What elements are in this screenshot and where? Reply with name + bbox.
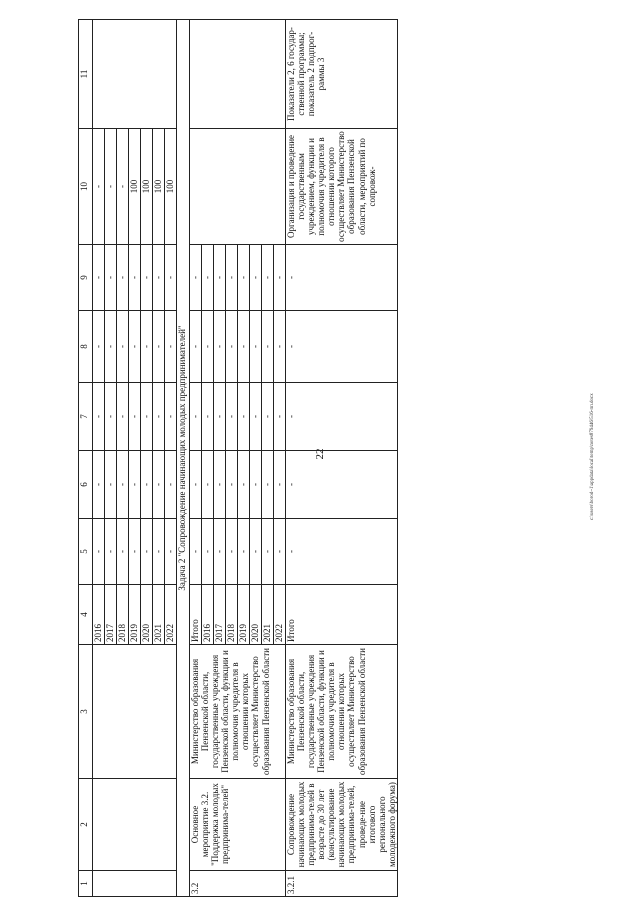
year-cell: 2019 [129, 585, 141, 645]
value-cell: - [105, 129, 117, 245]
value-cell: - [105, 519, 117, 585]
measure-executor: Министерство образования Пензенской области, государственные учреждения Пензенской области, функции и полномочия учредителя в отношении которых осуществляет Министерство образования Пензенской области [286, 645, 398, 779]
value-cell: - [117, 245, 129, 311]
value-cell: - [274, 451, 286, 519]
value-cell: - [250, 519, 262, 585]
value-cell: - [202, 519, 214, 585]
header-cell: 10 [79, 129, 93, 245]
header-row [79, 20, 93, 897]
value-cell: - [262, 311, 274, 383]
value-cell: - [105, 311, 117, 383]
value-cell: - [190, 245, 202, 311]
table-row [190, 20, 202, 897]
value-cell: - [93, 383, 105, 451]
value-cell: - [214, 245, 226, 311]
value-cell: - [238, 245, 250, 311]
value-cell: - [250, 311, 262, 383]
task-title: Задача 2 "Сопровождение начинающих молодых предпринимателей" [177, 20, 190, 897]
value-cell: - [262, 245, 274, 311]
value-cell: - [141, 245, 153, 311]
value-cell: - [93, 129, 105, 245]
blank-cell [93, 20, 177, 129]
value-cell: - [129, 311, 141, 383]
value-cell: - [165, 519, 177, 585]
value-cell: - [226, 311, 238, 383]
value-cell: - [190, 383, 202, 451]
year-cell: 2017 [214, 585, 226, 645]
page-number: 22 [314, 448, 326, 460]
value-cell: - [202, 451, 214, 519]
table-row [93, 20, 105, 897]
value-cell: - [250, 245, 262, 311]
header-cell: 4 [79, 585, 93, 645]
value-cell: - [286, 245, 398, 311]
value-cell: - [262, 519, 274, 585]
value-cell: - [129, 519, 141, 585]
value-cell: - [129, 245, 141, 311]
value-cell: - [93, 245, 105, 311]
header-cell: 7 [79, 383, 93, 451]
value-cell: - [238, 451, 250, 519]
value-cell: 100 [141, 129, 153, 245]
value-cell: - [153, 311, 165, 383]
header-cell: 9 [79, 245, 93, 311]
value-cell: - [262, 451, 274, 519]
measure-executor: Министерство образования Пензенской области, государственные учреждения Пензенской области, функции и полномочия учредителя в отношении которых осуществляет Министерство образования Пензенской области [190, 645, 286, 779]
measure-number: 3.2.1 [286, 871, 398, 897]
value-cell: - [190, 311, 202, 383]
program-table-sheet [78, 20, 585, 897]
value-cell: - [141, 519, 153, 585]
value-cell: - [141, 451, 153, 519]
measure-name: Сопровождение начинающих молодых предпринима-телей в возрасте до 30 лет (консультирование начинающих молодых предпринима-телей, проведе-ние итогового регионального молодежного форума) [286, 779, 398, 871]
value-cell: - [165, 451, 177, 519]
measure-number: 3.2 [190, 871, 286, 897]
value-cell: - [286, 451, 398, 519]
year-cell: 2017 [105, 585, 117, 645]
value-cell: - [93, 519, 105, 585]
value-cell: - [214, 519, 226, 585]
value-cell: - [117, 383, 129, 451]
value-cell: - [105, 383, 117, 451]
value-cell: - [274, 519, 286, 585]
value-cell: - [190, 519, 202, 585]
header-cell: 1 [79, 871, 93, 897]
blank-cell [93, 779, 177, 871]
value-cell: - [226, 245, 238, 311]
value-cell: - [226, 451, 238, 519]
value-cell: - [165, 245, 177, 311]
indicator-link: Показатели 2, 6 государ-ственной программы; показатель 2 подпрог-раммы 3 [286, 20, 398, 129]
measure-name: Основное мероприятие 3.2. "Поддержка молодых предпринима-телей" [190, 779, 286, 871]
header-cell: 5 [79, 519, 93, 585]
year-cell: 2019 [238, 585, 250, 645]
value-cell: 100 [153, 129, 165, 245]
value-cell: 100 [129, 129, 141, 245]
value-cell: - [202, 383, 214, 451]
value-cell: - [202, 245, 214, 311]
header-cell: 8 [79, 311, 93, 383]
value-cell: - [214, 451, 226, 519]
value-cell: - [286, 311, 398, 383]
year-cell: 2018 [117, 585, 129, 645]
value-cell: - [214, 383, 226, 451]
year-cell: 2020 [141, 585, 153, 645]
value-cell: - [153, 519, 165, 585]
value-cell: - [117, 129, 129, 245]
header-cell: 2 [79, 779, 93, 871]
header-cell: 3 [79, 645, 93, 779]
value-cell: 100 [165, 129, 177, 245]
footer-file-path: c:\users\borod~1\appdata\local\temp\notes879446\516-пп.docx [590, 393, 595, 520]
value-cell: - [214, 311, 226, 383]
year-cell: 2021 [262, 585, 274, 645]
value-cell: - [141, 383, 153, 451]
value-cell: - [105, 451, 117, 519]
value-cell: - [238, 383, 250, 451]
value-cell: - [153, 383, 165, 451]
task-row [177, 20, 190, 897]
blank-cell [190, 20, 286, 129]
value-cell: - [274, 383, 286, 451]
value-cell: - [129, 451, 141, 519]
value-cell: - [274, 311, 286, 383]
value-cell: - [165, 383, 177, 451]
header-cell: 11 [79, 20, 93, 129]
value-cell: - [165, 311, 177, 383]
value-cell: - [274, 245, 286, 311]
year-cell: 2021 [153, 585, 165, 645]
blank-cell [93, 871, 177, 897]
value-cell: - [238, 311, 250, 383]
value-cell: - [202, 311, 214, 383]
value-cell: - [141, 311, 153, 383]
year-cell: Итого [286, 585, 398, 645]
value-cell: - [129, 383, 141, 451]
value-cell: - [153, 451, 165, 519]
value-cell: - [117, 519, 129, 585]
year-cell: 2016 [93, 585, 105, 645]
expected-result: Организация и проведение государственным учреждением, функции и полномочия учредителя в отношении которого осуществляет Министерство образования Пензенской области, мероприятий по сопровож- [286, 129, 398, 245]
year-cell: Итого [190, 585, 202, 645]
value-cell: - [286, 519, 398, 585]
year-cell: 2022 [274, 585, 286, 645]
value-cell: - [262, 383, 274, 451]
blank-cell [190, 129, 286, 245]
value-cell: - [250, 451, 262, 519]
value-cell: - [226, 383, 238, 451]
year-cell: 2022 [165, 585, 177, 645]
value-cell: - [286, 383, 398, 451]
year-cell: 2018 [226, 585, 238, 645]
value-cell: - [93, 451, 105, 519]
value-cell: - [93, 311, 105, 383]
year-cell: 2020 [250, 585, 262, 645]
year-cell: 2016 [202, 585, 214, 645]
header-cell: 6 [79, 451, 93, 519]
value-cell: - [190, 451, 202, 519]
value-cell: - [250, 383, 262, 451]
value-cell: - [117, 451, 129, 519]
value-cell: - [105, 245, 117, 311]
value-cell: - [238, 519, 250, 585]
program-table [78, 19, 398, 897]
value-cell: - [226, 519, 238, 585]
table-row [286, 20, 398, 897]
value-cell: - [117, 311, 129, 383]
value-cell: - [153, 245, 165, 311]
blank-cell [93, 645, 177, 779]
